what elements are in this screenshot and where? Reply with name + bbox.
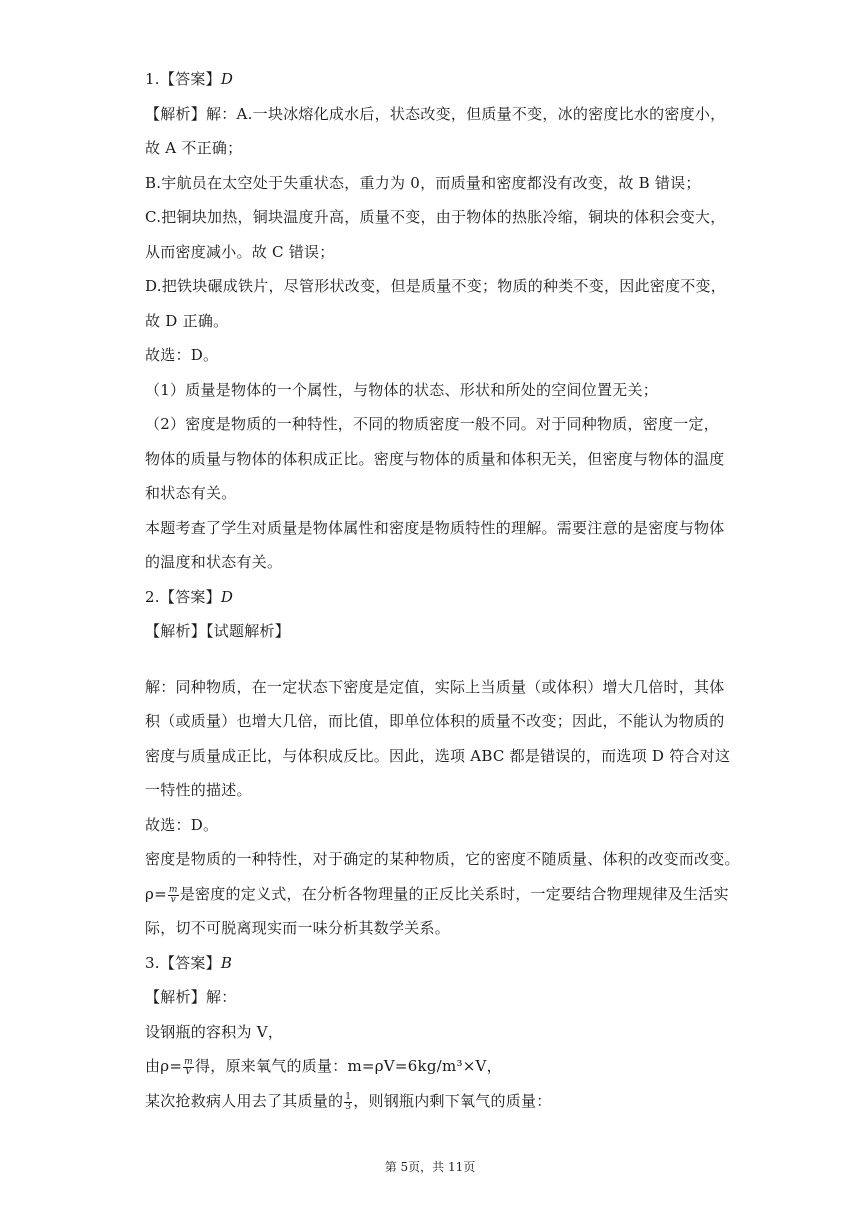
- q2-answer-line: [145, 580, 720, 615]
- q3-answer-line: [145, 946, 720, 981]
- q3-text-1: 解：: [206, 988, 237, 1006]
- fraction-denominator: v: [170, 894, 176, 905]
- q3-number: 3.: [145, 953, 160, 972]
- fraction-denominator: 3: [345, 1101, 352, 1112]
- q1-text-4: C.把铜块加热，铜块温度升高，质量不变，由于物体的热胀冷缩，铜块的体积会变大，: [145, 208, 726, 226]
- q1-text-11: 物体的质量与物体的体积成正比。密度与物体的质量和体积无关，但密度与物体的温度: [145, 449, 725, 468]
- q2-text-5: 故选：D。: [145, 815, 219, 834]
- q3-fraction-post: ，则钢瓶内剩下氧气的质量：: [353, 1091, 552, 1110]
- q2-text-4: 一特性的描述。: [145, 781, 252, 799]
- q2-spacer: [145, 649, 720, 670]
- q2-text-8: 际，切不可脱离现实而一味分析其数学关系。: [145, 919, 451, 937]
- q1-text-5: 从而密度减小。故 C 错误；: [145, 242, 335, 261]
- density-fraction: [183, 1058, 194, 1077]
- q1-text-14: 的温度和状态有关。: [145, 553, 283, 571]
- q3-analysis-line: [145, 980, 720, 1015]
- page-content: [145, 62, 740, 1118]
- q3-answer: B: [220, 953, 233, 972]
- q2-answer-tag: 【答案】: [159, 587, 221, 606]
- q3-formula-post: 得，原来氧气的质量：m=ρV=6kg/m³×V，: [194, 1057, 502, 1075]
- fraction-denominator: V: [185, 1067, 192, 1077]
- q2-text-7: [145, 877, 729, 912]
- q2-text-1: 解：同种物质，在一定状态下密度是定值，实际上当质量（或体积）增大几倍时，其体: [145, 677, 725, 696]
- q2-formula-post: 是密度的定义式，在分析各物理量的正反比关系时，一定要结合物理规律及生活实: [179, 884, 729, 903]
- q3-text-2: 设钢瓶的容积为 V，: [145, 1022, 284, 1041]
- q1-analysis-tag: 【解析】: [145, 104, 207, 123]
- q2-text-6: 密度是物质的一种特性，对于确定的某种物质，它的密度不随质量、体积的改变而改变。: [145, 850, 740, 868]
- fraction-numerator: m: [184, 1057, 193, 1067]
- q1-text-7: 故 D 正确。: [145, 311, 229, 330]
- q2-analysis-tag: 【解析】【试题解析】: [145, 622, 291, 640]
- fraction-numerator: 1: [345, 1091, 352, 1102]
- q1-answer: D: [220, 70, 234, 88]
- q1-text-3: B.宇航员在太空处于失重状态，重力为 0，而质量和密度都没有改变，故 B 错误；: [145, 173, 701, 192]
- q1-answer-line: [145, 62, 720, 97]
- q1-text-6: D.把铁块碾成铁片，尽管形状改变，但是质量不变；物质的种类不变，因此密度不变，: [145, 277, 727, 295]
- fraction-numerator: m: [168, 884, 178, 895]
- q1-text-12: 和状态有关。: [145, 484, 237, 502]
- q1-analysis-line: [145, 97, 726, 132]
- q3-answer-tag: 【答案】: [159, 953, 221, 972]
- page-footer: 第 5页，共 11页: [384, 1160, 476, 1174]
- q1-text-8: 故选：D。: [145, 346, 219, 364]
- q1-text-10: （2）密度是物质的一种特性，不同的物质密度一般不同。对于同种物质，密度一定，: [145, 415, 720, 433]
- q3-text-3: [145, 1049, 720, 1084]
- density-fraction: [168, 886, 179, 905]
- q1-text-9: （1）质量是物体的一个属性，与物体的状态、形状和所处的空间位置无关；: [145, 380, 659, 399]
- q2-text-3: 密度与质量成正比，与体积成反比。因此，选项 ABC 都是错误的，而选项 D 符合对这: [145, 746, 731, 765]
- q3-text-4: [145, 1084, 720, 1119]
- q2-number: 2.: [145, 587, 160, 606]
- q1-answer-tag: 【答案】: [159, 70, 221, 88]
- q1-text-13: 本题考查了学生对质量是物体属性和密度是物质特性的理解。需要注意的是密度与物体: [145, 518, 725, 537]
- q3-fraction-pre: 某次抢救病人用去了其质量的: [145, 1091, 344, 1110]
- q2-text-2: 积（或质量）也增大几倍，而比值，即单位体积的质量不改变；因此，不能认为物质的: [145, 712, 725, 730]
- q1-number: 1.: [145, 70, 160, 88]
- q3-analysis-tag: 【解析】: [145, 988, 207, 1006]
- q2-answer: D: [220, 587, 234, 606]
- one-third-fraction: [344, 1093, 352, 1112]
- q1-text-2: 故 A 不正确；: [145, 139, 243, 157]
- q1-text-1: 解：A.一块冰熔化成水后，状态改变，但质量不变，冰的密度比水的密度小，: [206, 104, 726, 123]
- q3-formula-pre: 由ρ=: [145, 1057, 183, 1075]
- q2-formula-pre: ρ=: [145, 884, 167, 903]
